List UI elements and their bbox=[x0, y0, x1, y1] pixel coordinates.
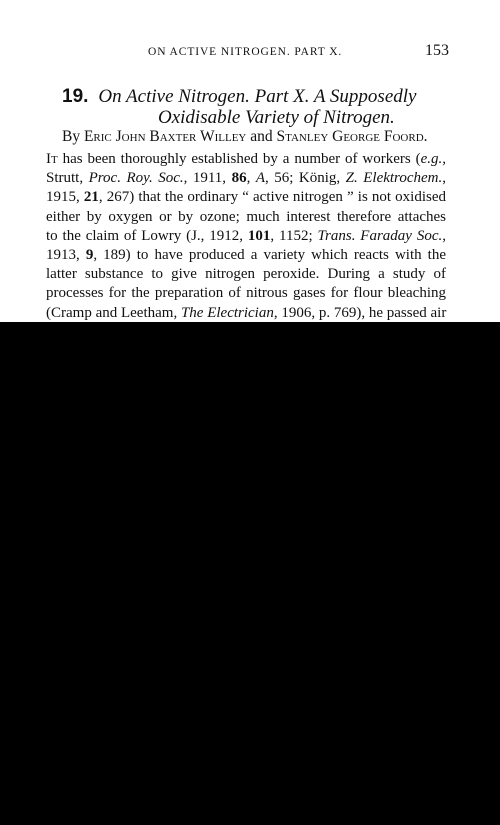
title-line-1-text: On Active Nitrogen. Part X. A Supposedly bbox=[98, 86, 417, 107]
body-line-2 bbox=[46, 169, 446, 188]
journal-name: The Electrician bbox=[180, 304, 274, 321]
text-run: , 189) to have produced a variety which reacts with the bbox=[93, 246, 447, 263]
journal-name: Proc. Roy. Soc. bbox=[88, 170, 184, 187]
text-run-italic: A bbox=[255, 170, 265, 187]
text-run: , bbox=[246, 170, 256, 187]
text-run: , 1152; bbox=[270, 227, 318, 244]
text-run-italic: e.g. bbox=[420, 151, 443, 167]
body-line-5 bbox=[46, 227, 446, 246]
text-run: , 56; König, bbox=[264, 170, 346, 187]
body-line-7: latter substance to give nitrogen peroxide. During a study of bbox=[46, 266, 446, 283]
volume-number: 9 bbox=[85, 246, 94, 263]
body-line-9 bbox=[46, 304, 446, 323]
title-line-1 bbox=[62, 86, 416, 108]
page-number: 153 bbox=[425, 42, 449, 59]
text-run: 1913, bbox=[46, 246, 86, 263]
volume-number: 86 bbox=[231, 170, 247, 187]
text-run: , 267) that the ordinary “ active nitrogen ” is not oxidised bbox=[98, 189, 446, 206]
text-run: , bbox=[442, 227, 446, 244]
volume-number: 21 bbox=[83, 189, 99, 206]
running-head bbox=[0, 42, 500, 62]
byline-by: By bbox=[62, 128, 81, 145]
journal-name: Trans. Faraday Soc. bbox=[317, 227, 443, 244]
article-number: 19. bbox=[62, 86, 89, 107]
body-line-6 bbox=[46, 246, 446, 265]
redaction-block bbox=[0, 322, 500, 825]
body-line-1 bbox=[46, 150, 446, 169]
byline-and: and bbox=[250, 128, 273, 145]
paper-sheet bbox=[0, 0, 500, 322]
author-1: Eric John Baxter Willey bbox=[83, 128, 247, 145]
text-run: (Cramp and Leetham, bbox=[46, 304, 181, 321]
text-run: , bbox=[442, 151, 446, 167]
byline bbox=[62, 128, 428, 146]
running-title: ON ACTIVE NITROGEN. PART X. bbox=[148, 46, 343, 58]
text-run: has been thoroughly established by a number of workers ( bbox=[57, 151, 421, 167]
text-run: Strutt, bbox=[46, 170, 89, 187]
body-line-3 bbox=[46, 188, 446, 207]
author-2: Stanley George Foord. bbox=[276, 128, 428, 145]
text-run: , 1906, p. 769), he passed air bbox=[273, 304, 447, 321]
body-line-4: either by oxygen or by ozone; much interest therefore attaches bbox=[46, 208, 446, 225]
body-line-8: processes for the preparation of nitrous gases for flour bleaching bbox=[46, 285, 446, 302]
drop-word: It bbox=[46, 151, 58, 167]
journal-name: Z. Elektrochem. bbox=[345, 170, 443, 187]
volume-number: 101 bbox=[247, 227, 271, 244]
text-run: , bbox=[442, 170, 446, 187]
text-run: 1915, bbox=[46, 189, 84, 206]
title-line-2: Oxidisable Variety of Nitrogen. bbox=[158, 107, 395, 128]
text-run: , 1911, bbox=[183, 170, 232, 187]
article-title bbox=[0, 86, 500, 130]
text-run: to the claim of Lowry (J., 1912, bbox=[46, 227, 248, 244]
